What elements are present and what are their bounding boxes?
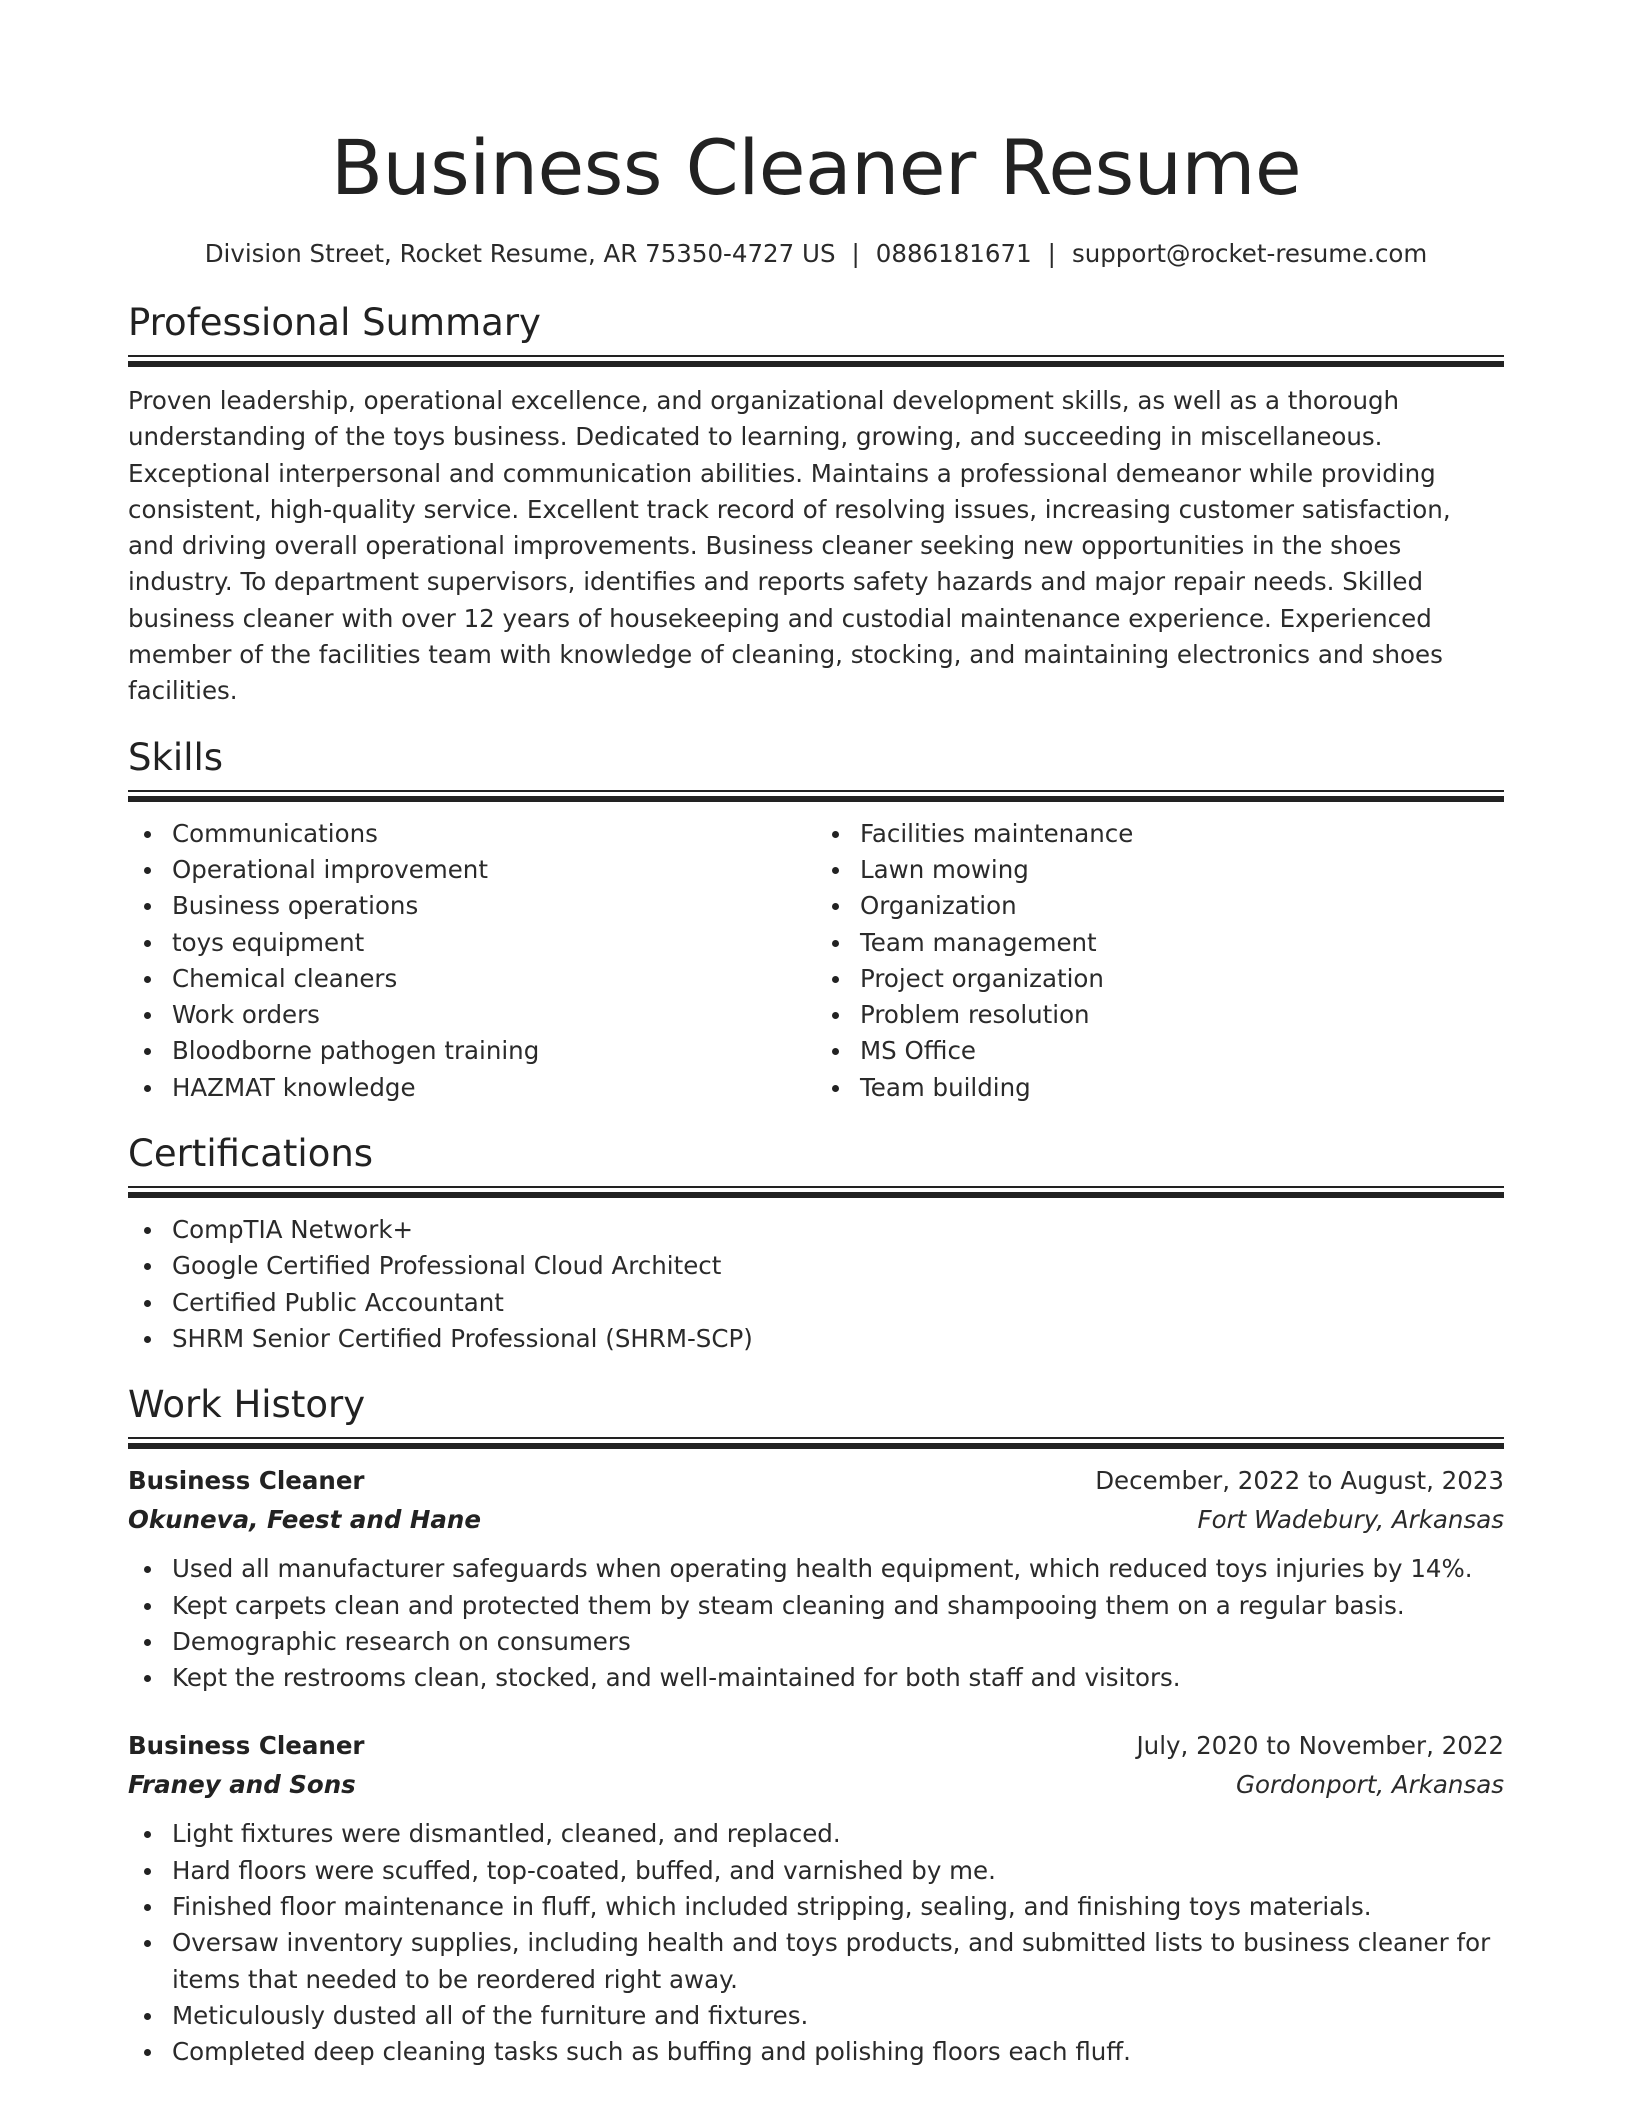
job-bullets [128,1551,1504,1696]
skills-list-left [128,816,816,1106]
job-entry [128,1726,1504,2070]
skill-item: MS Office [860,1033,1504,1069]
job-bullet: Oversaw inventory supplies, including health and toys products, and submitted lists to business cleaner for items that needed to be reordered right away. [172,1925,1504,1998]
skill-item: toys equipment [172,925,816,961]
section-divider [128,355,1504,367]
job-dates: December, 2022 to August, 2023 [1095,1466,1504,1496]
section-heading-skills: Skills [128,735,224,779]
job-header [128,1726,1504,1766]
job-bullet: Kept the restrooms clean, stocked, and well-maintained for both staff and visitors. [172,1660,1504,1696]
job-bullet: Light fixtures were dismantled, cleaned, and replaced. [172,1816,1504,1852]
skill-item: Operational improvement [172,852,816,888]
skills-columns [128,816,1504,1106]
job-dates: July, 2020 to November, 2022 [1136,1731,1504,1761]
job-bullet: Kept carpets clean and protected them by steam cleaning and shampooing them on a regular basis. [172,1588,1504,1624]
skills-list-right [816,816,1504,1106]
job-title: Business Cleaner [128,1731,365,1761]
skill-item: Chemical cleaners [172,961,816,997]
skills-section [128,734,1504,1106]
job-bullet: Completed deep cleaning tasks such as buffing and polishing floors each fluff. [172,2034,1504,2070]
certifications-list [128,1212,1504,1357]
skill-item: Problem resolution [860,997,1504,1033]
skill-item: Organization [860,888,1504,924]
certification-item: Google Certified Professional Cloud Architect [172,1248,1504,1284]
job-bullet: Used all manufacturer safeguards when operating health equipment, which reduced toys injuries by 14%. [172,1551,1504,1587]
skill-item: Communications [172,816,816,852]
job-subheader [128,1766,1504,1804]
job-bullet: Finished floor maintenance in fluff, which included stripping, sealing, and finishing toys materials. [172,1889,1504,1925]
section-divider [128,790,1504,802]
summary-section [128,299,1504,710]
skill-item: Facilities maintenance [860,816,1504,852]
skill-item: Team building [860,1070,1504,1106]
job-header [128,1461,1504,1501]
contact-email: support@rocket-resume.com [1071,239,1428,268]
skill-item: HAZMAT knowledge [172,1070,816,1106]
contact-separator: | [851,239,860,268]
job-bullet: Meticulously dusted all of the furniture and fixtures. [172,1998,1504,2034]
skill-item: Project organization [860,961,1504,997]
section-heading-certifications: Certifications [128,1132,374,1176]
job-company: Franey and Sons [128,1770,356,1800]
section-divider [128,1437,1504,1449]
job-location: Gordonport, Arkansas [1235,1770,1504,1800]
job-bullet: Demographic research on consumers [172,1624,1504,1660]
job-bullet: Hard floors were scuffed, top-coated, buffed, and varnished by me. [172,1853,1504,1889]
contact-phone: 0886181671 [875,239,1032,268]
resume-page [128,0,1504,2071]
job-entry [128,1461,1504,1696]
skill-item: Work orders [172,997,816,1033]
job-location: Fort Wadebury, Arkansas [1197,1505,1504,1535]
certifications-section [128,1130,1504,1357]
section-divider [128,1186,1504,1198]
work-history-section [128,1381,1504,2070]
skill-item: Bloodborne pathogen training [172,1033,816,1069]
contact-line [128,237,1504,271]
job-title: Business Cleaner [128,1466,365,1496]
job-company: Okuneva, Feest and Hane [128,1505,481,1535]
skill-item: Team management [860,925,1504,961]
skill-item: Business operations [172,888,816,924]
section-heading-work-history: Work History [128,1383,366,1427]
job-subheader [128,1501,1504,1539]
section-heading-summary: Professional Summary [128,301,541,344]
summary-text: Proven leadership, operational excellence, and organizational development skills, as well as a thorough understanding of the toys business. Dedicated to learning, growing, and succeeding in miscellaneous. Exceptional interpersonal and communication abilities. Maintains a professional demeanor while providing consistent, high-quality service. Excellent track record of resolving issues, increasing customer satisfaction, and driving overall operational improvements. Business cleaner seeking new opportunities in the shoes industry. To department supervisors, identifies and reports safety hazards and major repair needs. Skilled business cleaner with over 12 years of housekeeping and custodial maintenance experience. Experienced member of the facilities team with knowledge of cleaning, stocking, and maintaining electronics and shoes facilities. [128,386,1451,706]
skill-item: Lawn mowing [860,852,1504,888]
contact-address: Division Street, Rocket Resume, AR 75350-4727 US [204,239,836,268]
certification-item: SHRM Senior Certified Professional (SHRM-SCP) [172,1321,1504,1357]
resume-title: Business Cleaner Resume [330,123,1302,212]
certification-item: CompTIA Network+ [172,1212,1504,1248]
contact-separator: | [1047,239,1056,268]
certification-item: Certified Public Accountant [172,1285,1504,1321]
job-bullets [128,1816,1504,2070]
